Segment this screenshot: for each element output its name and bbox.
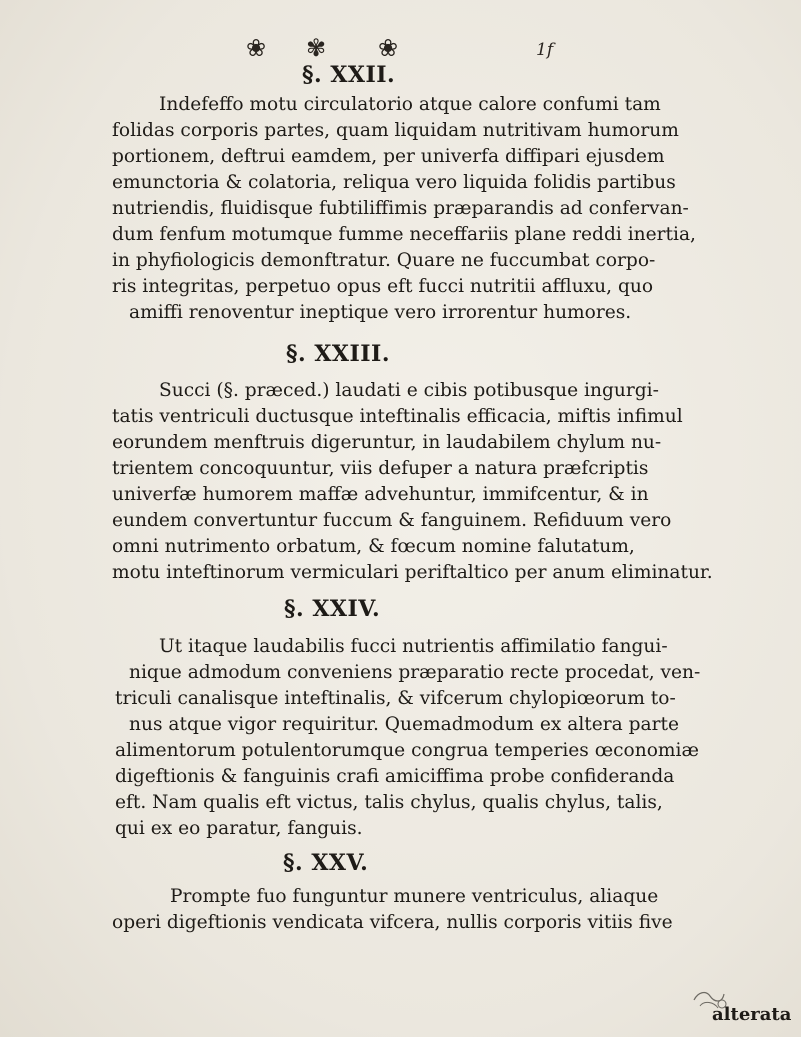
flower-ornament-icon: ❀ (246, 34, 267, 62)
text-line: trientem concoquuntur, viis defuper a natura præfcriptis (112, 458, 649, 479)
section-heading: §. XXIII. (286, 341, 390, 367)
text-line: eft. Nam qualis eft victus, talis chylus, qualis chylus, talis, (115, 792, 663, 813)
text-line: univerfæ humorem maffæ advehuntur, immifcentur, & in (112, 484, 649, 505)
text-line: portionem, deftrui eamdem, per univerfa diffipari ejusdem (112, 146, 665, 167)
text-line: amiffi renoventur ineptique vero irrorentur humores. (129, 302, 632, 323)
text-line: eorundem menftruis digeruntur, in laudabilem chylum nu- (112, 432, 662, 453)
text-line: dum fenfum motumque fumme neceffariis plane reddi inertia, (112, 224, 696, 245)
text-line: Succi (§. præced.) laudati e cibis potibusque ingurgi- (159, 380, 659, 401)
ink-smudge-icon (688, 970, 730, 1012)
text-line: eundem convertuntur fuccum & fanguinem. Refiduum vero (112, 510, 672, 531)
text-line: in phyfiologicis demonftratur. Quare ne fuccumbat corpo- (112, 250, 656, 271)
text-line: alimentorum potulentorumque congrua temperies œconomiæ (115, 740, 699, 761)
text-line: operi digeftionis vendicata vifcera, nullis corporis vitiis five (112, 912, 673, 933)
text-line: emunctoria & colatoria, reliqua vero liquida folidis partibus (112, 172, 676, 193)
text-line: nus atque vigor requiritur. Quemadmodum ex altera parte (129, 714, 679, 735)
text-line: nique admodum conveniens præparatio recte procedat, ven- (129, 662, 701, 683)
page-header (0, 30, 801, 70)
text-line: nutriendis, fluidisque fubtiliffimis præparandis ad confervan- (112, 198, 689, 219)
text-line: ris integritas, perpetuo opus eft fucci nutritii affluxu, quo (112, 276, 654, 297)
section-heading: §. XXV. (283, 850, 369, 876)
page-number: 1f (536, 40, 554, 60)
text-line: motu inteftinorum vermiculari periftaltico per anum eliminatur. (112, 562, 713, 583)
text-line: qui ex eo paratur, fanguis. (115, 818, 363, 839)
text-line: Indefeffo motu circulatorio atque calore confumi tam (159, 94, 661, 115)
text-line: tatis ventriculi ductusque inteftinalis efficacia, miftis infimul (112, 406, 683, 427)
flower-ornament-icon: ❀ (378, 34, 399, 62)
catchword: alterata (712, 1004, 792, 1025)
crown-ornament-icon: ✾ (306, 34, 327, 62)
section-heading: §. XXIV. (284, 596, 381, 622)
text-line: folidas corporis partes, quam liquidam nutritivam humorum (112, 120, 679, 141)
text-line: Prompte fuo funguntur munere ventriculus, aliaque (170, 886, 659, 907)
text-line: Ut itaque laudabilis fucci nutrientis affimilatio fangui- (159, 636, 668, 657)
section-heading: §. XXII. (302, 62, 396, 88)
text-line: triculi canalisque inteftinalis, & vifcerum chylopiœorum to- (115, 688, 676, 709)
text-line: omni nutrimento orbatum, & fœcum nomine falutatum, (112, 536, 635, 557)
text-line: digeftionis & fanguinis crafi amiciffima probe confideranda (115, 766, 675, 787)
